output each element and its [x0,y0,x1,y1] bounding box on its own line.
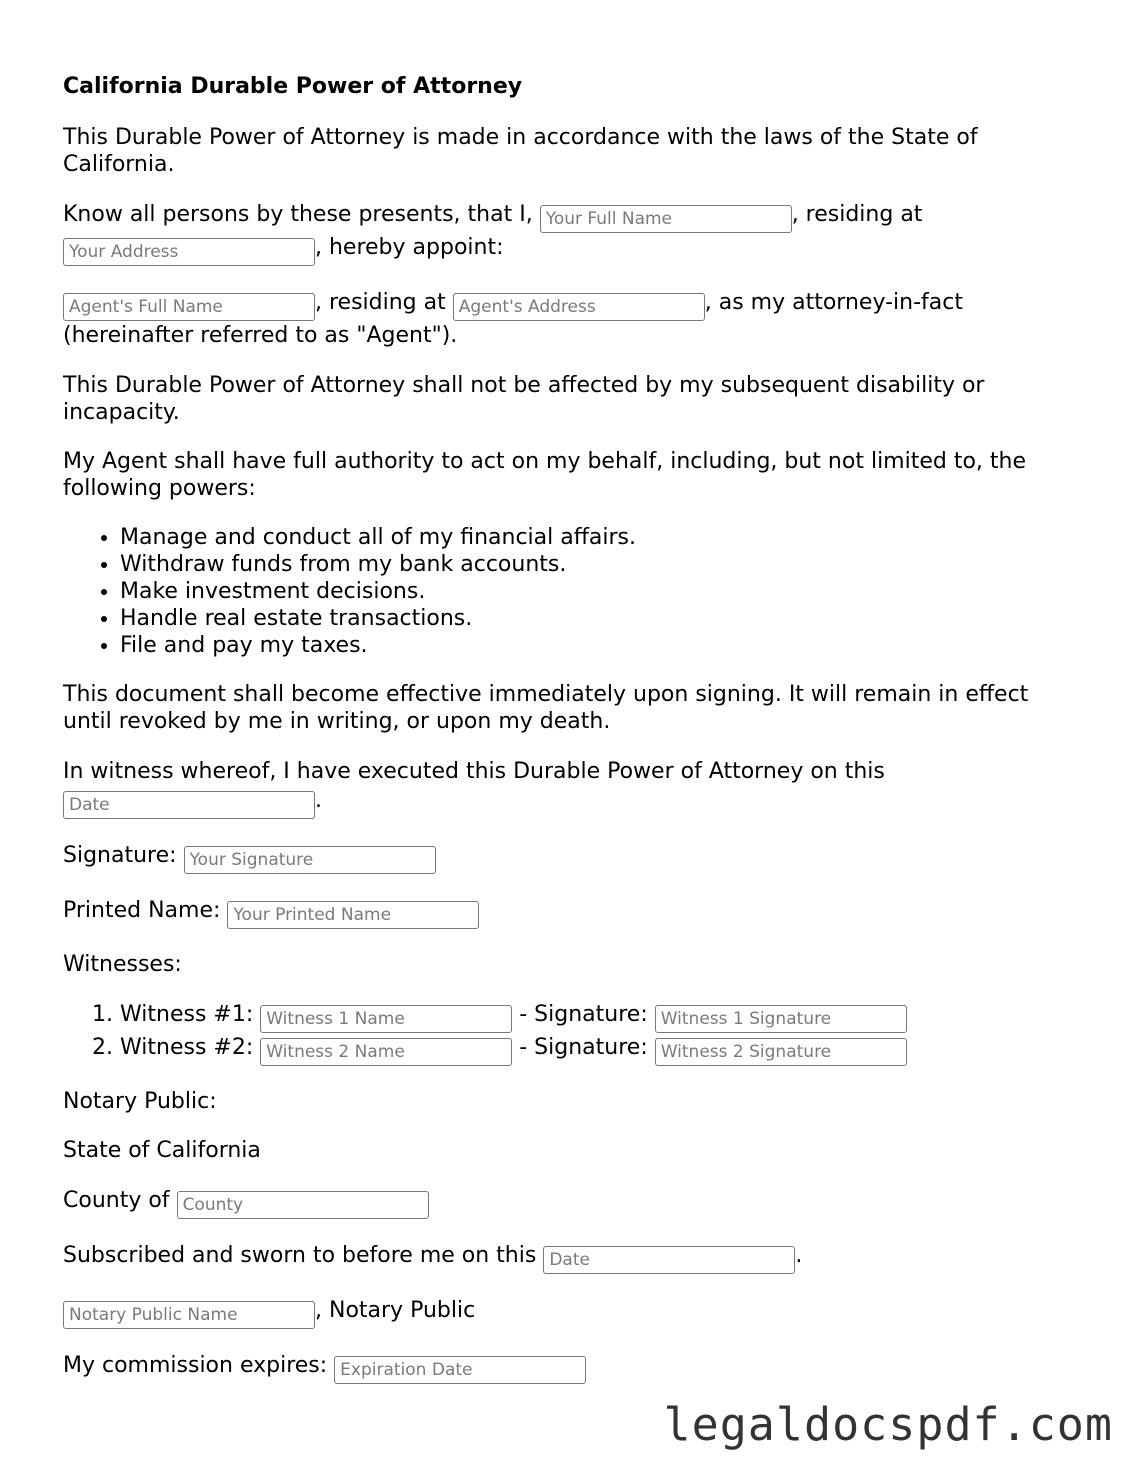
list-item [120,1000,1063,1033]
signature-label: Signature: [63,843,177,868]
witness-2-signature-input[interactable] [655,1038,907,1066]
county-line [63,1186,1063,1219]
subscribed-line [63,1241,1063,1274]
signature-line [63,841,1063,874]
referred-as-label: (hereinafter referred to as "Agent"). [63,323,458,348]
period: . [795,1243,803,1268]
witness-1-signature-label: - Signature: [519,1002,648,1027]
witnesses-list [63,1000,1063,1066]
watermark-logo: legaldocspdf.com [663,1398,1113,1451]
notary-name-line [63,1296,1063,1329]
agent-address-input[interactable] [453,293,705,321]
period: . [315,788,322,813]
list-item: • File and pay my taxes. [120,632,1063,659]
not-affected-paragraph: This Durable Power of Attorney shall not be affected by my subsequent disability or incapacity. [63,373,985,425]
agent-name-input[interactable] [63,293,315,321]
address-input[interactable] [63,238,315,266]
document-title: California Durable Power of Attorney [63,74,523,99]
residing-at-label: , residing at [791,202,923,227]
commission-line [63,1351,1063,1384]
witness-whereof-label: In witness whereof, I have executed this Durable Power of Attorney on this [63,759,885,784]
principal-paragraph [63,200,1063,266]
witness-2-signature-label: - Signature: [519,1035,648,1060]
county-label: County of [63,1188,170,1213]
witness-1-label: Witness #1: [120,1002,254,1027]
signature-input[interactable] [184,846,436,874]
hereby-appoint-label: , hereby appoint: [315,235,504,260]
subscribed-label: Subscribed and sworn to before me on this [63,1243,537,1268]
witness-2-label: Witness #2: [120,1035,254,1060]
state-line: State of California [63,1138,261,1163]
printed-name-line [63,896,1063,929]
as-attorney-label: , as my attorney-in-fact [704,290,963,315]
witnesses-heading: Witnesses: [63,952,182,977]
authority-paragraph: My Agent shall have full authority to act on my behalf, including, but not limited to, the following powers: [63,449,1027,501]
witness-1-signature-input[interactable] [655,1005,907,1033]
date-input[interactable] [63,791,315,819]
full-name-input[interactable] [540,205,792,233]
printed-name-label: Printed Name: [63,898,221,923]
printed-name-input[interactable] [227,901,479,929]
intro-paragraph: This Durable Power of Attorney is made in accordance with the laws of the State of California. [63,125,978,177]
powers-list [63,524,1063,659]
notary-date-input[interactable] [543,1246,795,1274]
expiration-date-input[interactable] [334,1356,586,1384]
agent-paragraph [63,288,1063,350]
list-item [120,1033,1063,1066]
list-item: • Withdraw funds from my bank accounts. [120,551,1063,578]
list-item: • Handle real estate transactions. [120,605,1063,632]
county-input[interactable] [177,1191,429,1219]
notary-suffix-label: , Notary Public [315,1298,476,1323]
agent-residing-at-label: , residing at [315,290,446,315]
document-page [63,70,1063,1406]
notary-name-input[interactable] [63,1301,315,1329]
witness-1-name-input[interactable] [260,1005,512,1033]
notary-heading: Notary Public: [63,1089,217,1114]
list-item: • Manage and conduct all of my financial affairs. [120,524,1063,551]
witness-whereof-paragraph [63,757,1063,819]
commission-label: My commission expires: [63,1353,328,1378]
witness-2-name-input[interactable] [260,1038,512,1066]
know-prefix: Know all persons by these presents, that I, [63,202,533,227]
effective-paragraph: This document shall become effective immediately upon signing. It will remain in effect until revoked by me in writing, or upon my death. [63,682,1029,734]
list-item: • Make investment decisions. [120,578,1063,605]
